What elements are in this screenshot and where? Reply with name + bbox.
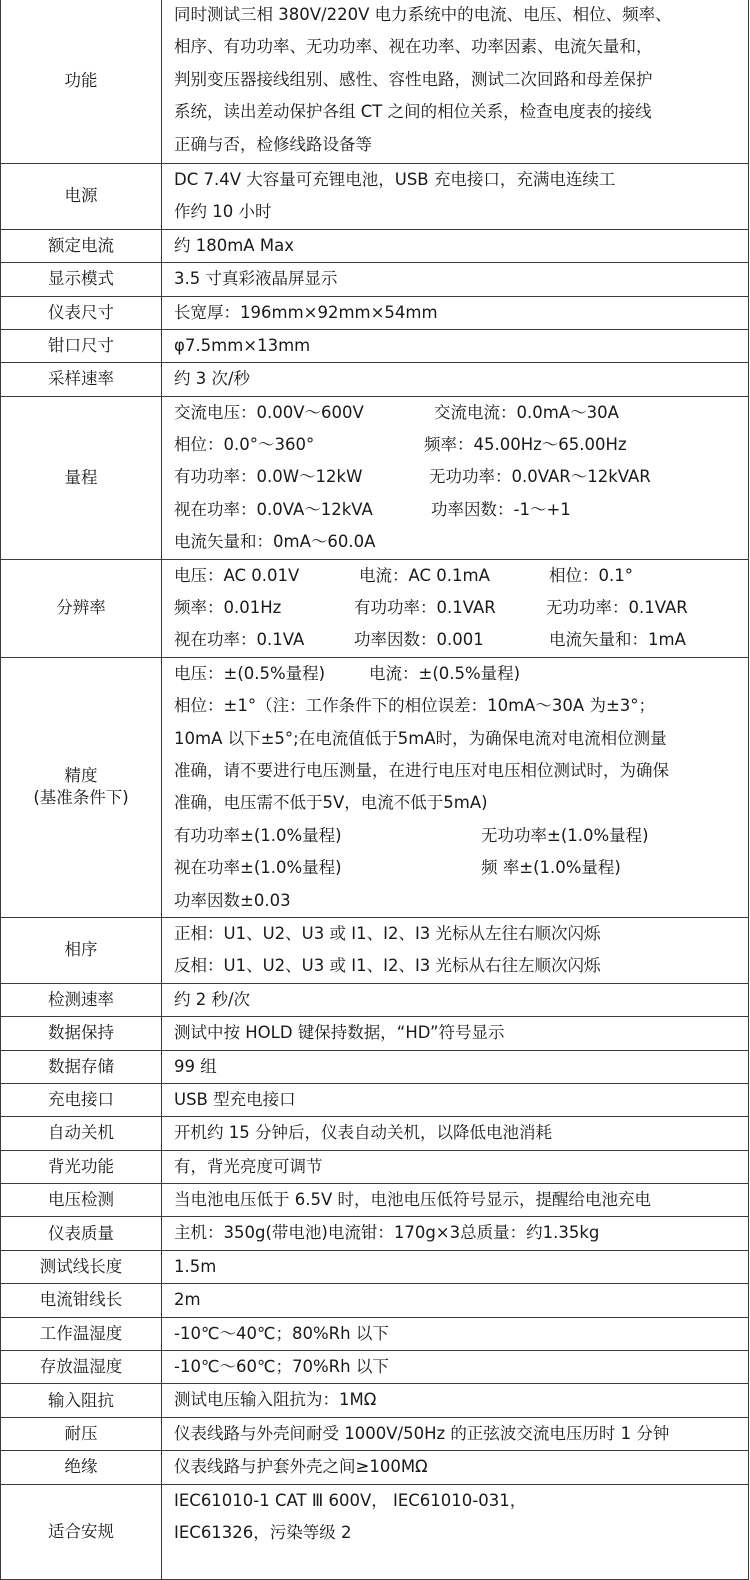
- spec-value-segment: 功率因数：-1～+1: [431, 499, 571, 519]
- spec-value-cell: [162, 1250, 749, 1283]
- spec-value-segment: 电流：AC 0.1mA: [359, 565, 490, 585]
- spec-value-line: [174, 164, 746, 196]
- spec-row: [1, 1150, 749, 1183]
- spec-value-segment: 正确与否，检修线路设备等: [174, 134, 372, 154]
- spec-value-segment: -10℃～40℃；80%Rh 以下: [174, 1323, 389, 1343]
- spec-value-segment: 频率：0.01Hz: [174, 598, 282, 618]
- spec-value-segment: 测试电压输入阻抗为：1MΩ: [174, 1390, 377, 1410]
- spec-value-line: [174, 1384, 746, 1416]
- spec-key-cell: [1, 0, 162, 163]
- spec-key-label: 额定电流: [48, 235, 114, 255]
- spec-row: [1, 363, 749, 396]
- spec-row: [1, 559, 749, 657]
- spec-value-line: [174, 984, 746, 1016]
- spec-value-line: [174, 820, 746, 852]
- spec-key-cell: [1, 1284, 162, 1317]
- spec-value-segment: 频 率±(1.0%量程): [481, 858, 621, 878]
- spec-key-cell: [1, 229, 162, 262]
- spec-key-label: 存放温湿度: [39, 1357, 123, 1377]
- spec-value-segment: 视在功率：0.0VA～12kVA: [174, 499, 373, 519]
- spec-value-segment: -10℃～60℃；70%Rh 以下: [174, 1357, 389, 1377]
- spec-value-line: [174, 494, 746, 526]
- spec-key-cell: [1, 1451, 162, 1484]
- spec-value-line: [174, 1451, 746, 1483]
- spec-value-segment: 功率因数：0.001: [354, 630, 484, 650]
- spec-row: [1, 1384, 749, 1417]
- spec-value-segment: 系统，读出差动保护各组 CT 之间的相位关系，检查电度表的接线: [174, 102, 652, 122]
- spec-value-segment: 仪表线路与外壳间耐受 1000V/50Hz 的正弦波交流电压历时 1 分钟: [174, 1423, 670, 1443]
- spec-value-segment: 测试中按 HOLD 键保持数据，“HD”符号显示: [174, 1023, 505, 1043]
- spec-value-segment: 2m: [174, 1290, 201, 1310]
- spec-value-segment: 准确，电压需不低于5V，电流不低于5mA): [174, 793, 488, 813]
- spec-key-cell: [1, 329, 162, 362]
- spec-value-segment: 交流电压：0.00V～600V: [174, 402, 364, 422]
- spec-key-cell: [1, 917, 162, 983]
- spec-value-segment: 相位：0.1°: [549, 565, 633, 585]
- spec-value-cell: [162, 1017, 749, 1050]
- spec-row: [1, 0, 749, 163]
- spec-value-line: [174, 230, 746, 262]
- spec-row: [1, 1351, 749, 1384]
- spec-key-label: 功能: [64, 70, 98, 90]
- spec-key-label: 精度: [64, 766, 98, 786]
- spec-key-cell: [1, 1217, 162, 1250]
- spec-key-label: 适合安规: [48, 1521, 114, 1541]
- spec-key-label: 充电接口: [48, 1090, 114, 1110]
- spec-key-cell: [1, 657, 162, 917]
- spec-value-segment: 总质量：约1.35kg: [460, 1223, 600, 1243]
- spec-key-cell: [1, 983, 162, 1016]
- spec-value-cell: [162, 396, 749, 559]
- spec-value-cell: [162, 363, 749, 396]
- spec-value-segment: 约 3 次/秒: [174, 369, 251, 389]
- spec-row: [1, 1050, 749, 1083]
- spec-value-cell: [162, 1484, 749, 1580]
- spec-key-label: 检测速率: [48, 989, 114, 1009]
- spec-table-body: [1, 0, 749, 1580]
- spec-row: [1, 1083, 749, 1116]
- spec-value-cell: [162, 163, 749, 229]
- spec-row: [1, 296, 749, 329]
- spec-key-label: 输入阻抗: [48, 1390, 114, 1410]
- spec-value-cell: [162, 1417, 749, 1450]
- spec-value-segment: 交流电流：0.0mA～30A: [434, 402, 619, 422]
- spec-value-line: [174, 1217, 746, 1249]
- spec-value-segment: 电压：±(0.5%量程): [174, 663, 326, 683]
- spec-value-line: [174, 263, 746, 295]
- spec-value-cell: [162, 1284, 749, 1317]
- spec-value-segment: 同时测试三相 380V/220V 电力系统中的电流、电压、相位、频率、: [174, 5, 672, 24]
- spec-value-line: [174, 526, 746, 558]
- spec-key-label: 显示模式: [48, 269, 114, 289]
- spec-key-label: 电源: [64, 186, 98, 206]
- spec-value-segment: 无功功率：0.1VAR: [546, 598, 688, 618]
- spec-key-label: 工作温湿度: [39, 1323, 123, 1343]
- spec-value-line: [174, 1251, 746, 1283]
- spec-value-cell: [162, 296, 749, 329]
- spec-value-line: [174, 1418, 746, 1450]
- spec-value-line: [174, 397, 746, 429]
- spec-value-cell: [162, 329, 749, 362]
- spec-value-line: [174, 1485, 746, 1517]
- spec-row: [1, 1184, 749, 1217]
- spec-value-segment: 作约 10 小时: [174, 202, 272, 222]
- spec-value-segment: 约 2 秒/次: [174, 989, 251, 1009]
- spec-value-segment: IEC61010-1 CAT Ⅲ 600V， IEC61010-031，: [174, 1490, 527, 1510]
- spec-value-line: [174, 592, 746, 624]
- spec-row: [1, 329, 749, 362]
- spec-value-line: [174, 690, 746, 722]
- spec-value-cell: [162, 1217, 749, 1250]
- spec-value-cell: [162, 263, 749, 296]
- spec-value-cell: [162, 1351, 749, 1384]
- spec-key-cell: [1, 1017, 162, 1050]
- spec-value-line: [174, 1184, 746, 1216]
- spec-value-cell: [162, 229, 749, 262]
- spec-key-label: 采样速率: [48, 369, 114, 389]
- spec-value-segment: 准确，请不要进行电压测量，在进行电压对电压相位测试时，为确保: [174, 760, 669, 780]
- spec-value-segment: 有功功率：0.0W～12kW: [174, 467, 363, 487]
- spec-key-cell: [1, 1083, 162, 1116]
- spec-key-cell: [1, 163, 162, 229]
- spec-key-cell: [1, 1250, 162, 1283]
- spec-value-line: [174, 1517, 746, 1549]
- spec-value-line: [174, 297, 746, 329]
- spec-value-cell: [162, 983, 749, 1016]
- spec-value-line: [174, 64, 746, 96]
- spec-value-line: [174, 363, 746, 395]
- spec-value-segment: 相序、有功功率、无功功率、视在功率、功率因素、电流矢量和，: [174, 37, 653, 57]
- spec-row: [1, 1117, 749, 1150]
- spec-key-label: 数据存储: [48, 1056, 114, 1076]
- spec-value-line: [174, 1051, 746, 1083]
- spec-value-line: [174, 1151, 746, 1183]
- spec-value-line: [174, 461, 746, 493]
- spec-key-label: 自动关机: [48, 1123, 114, 1143]
- spec-key-label: 相序: [64, 940, 98, 960]
- spec-row: [1, 1217, 749, 1250]
- spec-value-cell: [162, 1317, 749, 1350]
- spec-value-segment: 主机：350g(带电池): [174, 1223, 328, 1243]
- spec-value-line: [174, 755, 746, 787]
- spec-key-label: 电流钳线长: [39, 1290, 123, 1310]
- spec-value-line: [174, 885, 746, 917]
- spec-row: [1, 1417, 749, 1450]
- spec-value-line: [174, 723, 746, 755]
- spec-value-segment: 10mA 以下±5°;在电流值低于5mA时，为确保电流对电流相位测量: [174, 728, 667, 748]
- spec-value-cell: [162, 1184, 749, 1217]
- spec-key-label: 背光功能: [48, 1156, 114, 1176]
- spec-value-cell: [162, 1384, 749, 1417]
- spec-key-label: 仪表尺寸: [48, 302, 114, 322]
- spec-value-segment: φ7.5mm×13mm: [174, 335, 311, 355]
- spec-key-label: (基准条件下): [33, 788, 129, 808]
- spec-value-cell: [162, 1451, 749, 1484]
- spec-value-segment: 反相：U1、U2、U3 或 I1、I2、I3 光标从右往左顺次闪烁: [174, 956, 601, 976]
- spec-row: [1, 1284, 749, 1317]
- spec-value-segment: 功率因数±0.03: [174, 890, 291, 910]
- spec-value-line: [174, 918, 746, 950]
- spec-value-segment: USB 型充电接口: [174, 1089, 296, 1109]
- spec-value-segment: 相位：±1°（注：工作条件下的相位误差：10mA～30A 为±3°；: [174, 696, 656, 716]
- spec-value-line: [174, 429, 746, 461]
- spec-value-segment: 99 组: [174, 1056, 217, 1076]
- spec-value-cell: [162, 657, 749, 917]
- spec-value-segment: 有功功率：0.1VAR: [354, 598, 496, 618]
- spec-key-cell: [1, 1050, 162, 1083]
- spec-key-label: 分辨率: [56, 598, 106, 618]
- spec-value-segment: 开机约 15 分钟后，仪表自动关机，以降低电池消耗: [174, 1123, 552, 1143]
- spec-value-line: [174, 1084, 746, 1116]
- spec-value-line: [174, 852, 746, 884]
- spec-row: [1, 983, 749, 1016]
- spec-value-line: [174, 950, 746, 982]
- spec-value-segment: DC 7.4V 大容量可充锂电池，USB 充电接口，充满电连续工: [174, 169, 616, 189]
- spec-value-segment: 电流矢量和：1mA: [549, 630, 686, 650]
- spec-value-segment: 频率：45.00Hz～65.00Hz: [424, 435, 627, 455]
- spec-value-line: [174, 1351, 746, 1383]
- spec-value-line: [174, 129, 746, 161]
- spec-value-cell: [162, 917, 749, 983]
- spec-row: [1, 1451, 749, 1484]
- spec-key-cell: [1, 263, 162, 296]
- spec-value-segment: 3.5 寸真彩液晶屏显示: [174, 269, 338, 289]
- spec-value-line: [174, 787, 746, 819]
- spec-value-cell: [162, 559, 749, 657]
- spec-value-segment: 视在功率：0.1VA: [174, 630, 305, 650]
- spec-value-line: [174, 196, 746, 228]
- spec-value-cell: [162, 1117, 749, 1150]
- spec-value-segment: IEC61326，污染等级 2: [174, 1522, 352, 1542]
- spec-key-cell: [1, 559, 162, 657]
- spec-key-label: 仪表质量: [48, 1223, 114, 1243]
- spec-value-line: [174, 1017, 746, 1049]
- spec-key-label: 测试线长度: [39, 1257, 123, 1277]
- spec-key-label: 量程: [64, 467, 98, 487]
- spec-value-cell: [162, 1150, 749, 1183]
- spec-value-line: [174, 1117, 746, 1149]
- spec-value-segment: 电压：AC 0.01V: [174, 565, 300, 585]
- spec-key-cell: [1, 1351, 162, 1384]
- spec-key-cell: [1, 1484, 162, 1580]
- spec-value-line: [174, 31, 746, 63]
- spec-value-line: [174, 330, 746, 362]
- spec-key-cell: [1, 1417, 162, 1450]
- spec-value-segment: 电流矢量和：0mA～60.0A: [174, 532, 376, 552]
- spec-value-segment: 电流：±(0.5%量程): [369, 663, 521, 683]
- spec-value-segment: 无功功率±(1.0%量程): [481, 825, 649, 845]
- spec-row: [1, 396, 749, 559]
- spec-key-cell: [1, 1317, 162, 1350]
- spec-value-cell: [162, 1050, 749, 1083]
- spec-value-cell: [162, 0, 749, 163]
- spec-value-segment: 长宽厚：196mm×92mm×54mm: [174, 302, 438, 322]
- spec-key-cell: [1, 1117, 162, 1150]
- spec-key-cell: [1, 1184, 162, 1217]
- spec-row: [1, 1017, 749, 1050]
- spec-value-segment: 相位：0.0°～360°: [174, 435, 315, 455]
- spec-key-label: 钳口尺寸: [48, 336, 114, 356]
- spec-value-segment: 判别变压器接线组别、感性、容性电路，测试二次回路和母差保护: [174, 69, 653, 89]
- spec-value-line: [174, 1284, 746, 1316]
- spec-key-cell: [1, 396, 162, 559]
- spec-value-segment: 约 180mA Max: [174, 235, 294, 255]
- spec-row: [1, 917, 749, 983]
- spec-row: [1, 1317, 749, 1350]
- spec-key-cell: [1, 296, 162, 329]
- spec-value-line: [174, 560, 746, 592]
- spec-key-cell: [1, 1150, 162, 1183]
- spec-value-line: [174, 0, 746, 31]
- spec-key-label: 耐压: [64, 1423, 98, 1443]
- spec-value-cell: [162, 1083, 749, 1116]
- spec-key-label: 绝缘: [64, 1457, 98, 1477]
- spec-key-cell: [1, 1384, 162, 1417]
- spec-row: [1, 229, 749, 262]
- spec-value-segment: 视在功率±(1.0%量程): [174, 858, 342, 878]
- spec-row: [1, 1484, 749, 1580]
- spec-value-segment: 1.5m: [174, 1256, 217, 1276]
- spec-row: [1, 657, 749, 917]
- spec-value-segment: 电流钳：170g×3: [327, 1223, 461, 1243]
- spec-value-segment: 当电池电压低于 6.5V 时，电池电压低符号显示，提醒给电池充电: [174, 1190, 652, 1210]
- spec-value-segment: 有功功率±(1.0%量程): [174, 825, 342, 845]
- spec-value-line: [174, 1318, 746, 1350]
- spec-key-label: 数据保持: [48, 1023, 114, 1043]
- spec-row: [1, 163, 749, 229]
- spec-row: [1, 263, 749, 296]
- spec-value-segment: 正相：U1、U2、U3 或 I1、I2、I3 光标从左往右顺次闪烁: [174, 923, 601, 943]
- spec-value-segment: 仪表线路与护套外壳之间≥100MΩ: [174, 1457, 428, 1477]
- spec-key-cell: [1, 363, 162, 396]
- spec-value-line: [174, 96, 746, 128]
- spec-value-line: [174, 658, 746, 690]
- spec-value-line: [174, 624, 746, 656]
- spec-row: [1, 1250, 749, 1283]
- spec-value-segment: 无功功率：0.0VAR～12kVAR: [429, 467, 651, 487]
- spec-value-segment: 有，背光亮度可调节: [174, 1156, 323, 1176]
- spec-key-label: 电压检测: [48, 1190, 114, 1210]
